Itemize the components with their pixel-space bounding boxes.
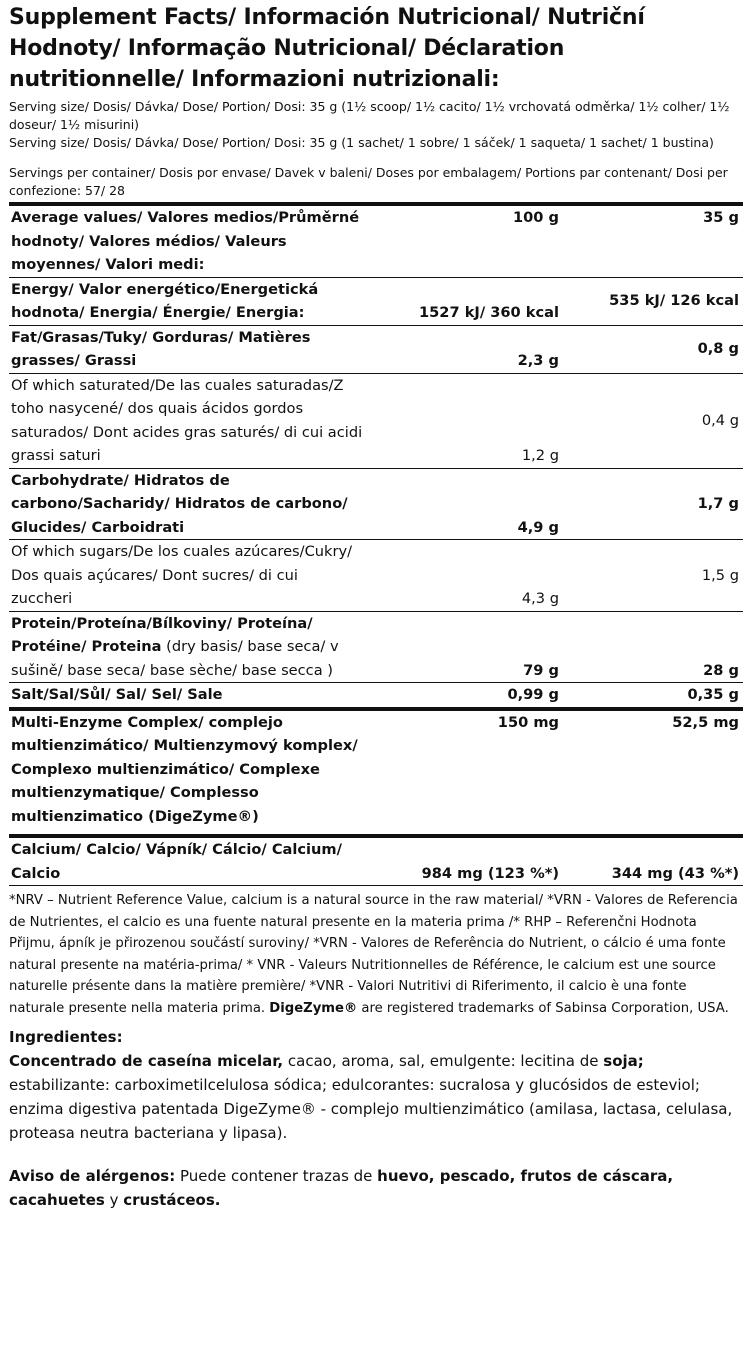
ingredient-soy: soja; xyxy=(603,1052,644,1070)
row-carbohydrate xyxy=(9,468,743,540)
trademark-name: DigeZyme® xyxy=(269,1000,358,1016)
carbohydrate-label: Carbohydrate/ Hidratos de carbono/Sacharidy/ Hidratos de carbono/ Glucides/ Carboidrati xyxy=(9,468,365,540)
fat-35g: 0,8 g xyxy=(567,325,743,373)
ingredients-title: Ingredientes: xyxy=(9,1028,123,1046)
fat-label: Fat/Grasas/Tuky/ Gorduras/ Matières grasses/ Grassi xyxy=(9,325,365,373)
row-fat xyxy=(9,325,743,373)
energy-label: Energy/ Valor energético/Energetická hodnota/ Energia/ Énergie/ Energia: xyxy=(9,277,365,325)
nutrition-table xyxy=(9,202,743,886)
saturated-35g: 0,4 g xyxy=(567,373,743,468)
footnote-text: *NRV – Nutrient Reference Value, calcium is a natural source in the raw material/ *VRN - Valores de Referencia de Nutrientes, el calcio es una fuente natural presente en la materia prima /* RHP – Referenčni Hodnota Přijmu, ápník je přirozenou součástí suroviny/ *VRN - Valores de Referência do Nutrient, o cálcio é uma fonte natural presente na matéria-prima/ * VNR - Valeurs Nutritionnelles de Référence, le calcium est une source naturelle présente dans la matière première/ *VNR - Valori Nutritivi di Riferimento, il calcio è una fonte naturale presente nella materia prima. xyxy=(9,893,738,1016)
header-35g: 35 g xyxy=(567,204,743,277)
protein-label xyxy=(9,611,365,683)
fat-100g: 2,3 g xyxy=(365,325,567,373)
allergen-list-2: crustáceos. xyxy=(123,1191,221,1209)
serving-size-sachet: Serving size/ Dosis/ Dávka/ Dose/ Portion/ Dosi: 35 g (1 sachet/ 1 sobre/ 1 sáček/ 1 saqueta/ 1 sachet/ 1 bustina) xyxy=(9,135,714,150)
calcium-100g: 984 mg (123 %*) xyxy=(365,836,567,886)
protein-35g: 28 g xyxy=(567,611,743,683)
saturated-label: Of which saturated/De las cuales saturadas/Z toho nasycené/ dos quais ácidos gordos saturados/ Dont acides gras saturés/ di cui acidi grassi saturi xyxy=(9,373,365,468)
ingredient-list-2: estabilizante: carboximetilcelulosa sódica; edulcorantes: sucralosa y glucósidos de esteviol; enzima digestiva patentada DigeZyme® - complejo multienzimático (amilasa, lactasa, celulasa, proteasa neutra bacteriana y lipasa). xyxy=(9,1076,733,1142)
protein-label-bold: Protein/Proteína/Bílkoviny/ Proteína/ Protéine/ Proteina xyxy=(11,614,313,655)
allergen-text-1: Puede contener trazas de xyxy=(175,1167,378,1185)
enzyme-35g: 52,5 mg xyxy=(567,709,743,837)
nutrition-label xyxy=(0,2,752,1351)
enzyme-label: Multi-Enzyme Complex/ complejo multienzimático/ Multienzymový komplex/ Complexo multienzimático/ Complexe multienzymatique/ Complesso multienzimatico (DigeZyme®) xyxy=(9,709,365,837)
ingredients-text xyxy=(9,1049,744,1145)
row-enzyme xyxy=(9,709,743,837)
protein-100g: 79 g xyxy=(365,611,567,683)
sugars-100g: 4,3 g xyxy=(365,540,567,612)
enzyme-100g: 150 mg xyxy=(365,709,567,837)
allergen-list-1: huevo, pescado, frutos de cáscara, cacahuetes xyxy=(9,1167,674,1209)
salt-label: Salt/Sal/Sůl/ Sal/ Sel/ Sale xyxy=(9,683,365,709)
sugars-label: Of which sugars/De los cuales azúcares/Cukry/ Dos quais açúcares/ Dont sucres/ di cui zuccheri xyxy=(9,540,365,612)
table-header-row xyxy=(9,204,743,277)
salt-35g: 0,35 g xyxy=(567,683,743,709)
energy-100g: 1527 kJ/ 360 kcal xyxy=(365,277,567,325)
row-saturated xyxy=(9,373,743,468)
nrv-footnote xyxy=(9,890,744,1019)
saturated-100g: 1,2 g xyxy=(365,373,567,468)
allergen-text-2: y xyxy=(104,1191,124,1209)
row-salt xyxy=(9,683,743,709)
salt-100g: 0,99 g xyxy=(365,683,567,709)
calcium-label: Calcium/ Calcio/ Vápník/ Cálcio/ Calcium/ Calcio xyxy=(9,836,365,886)
allergen-label: Aviso de alérgenos: xyxy=(9,1167,176,1185)
sugars-35g: 1,5 g xyxy=(567,540,743,612)
allergen-warning xyxy=(9,1164,744,1212)
carbohydrate-100g: 4,9 g xyxy=(365,468,567,540)
row-energy xyxy=(9,277,743,325)
page-title: Supplement Facts/ Información Nutricional/ Nutriční Hodnoty/ Informação Nutricional/ Déclaration nutritionnelle/ Informazioni nutrizionali: xyxy=(9,5,645,92)
row-protein xyxy=(9,611,743,683)
header-100g: 100 g xyxy=(365,204,567,277)
ingredient-list-1: cacao, aroma, sal, emulgente: lecitina de xyxy=(283,1052,604,1070)
protein-label-note: (dry basis/ base seca/ v sušině/ base seca/ base sèche/ base secca ) xyxy=(11,638,339,679)
trademark-text: are registered trademarks of Sabinsa Corporation, USA. xyxy=(357,1000,729,1016)
calcium-35g: 344 mg (43 %*) xyxy=(567,836,743,886)
carbohydrate-35g: 1,7 g xyxy=(567,468,743,540)
servings-per-container: Servings per container/ Dosis por envase/ Davek v baleni/ Doses por embalagem/ Portions par contenant/ Dosi per confezione: 57/ 28 xyxy=(9,165,728,198)
ingredient-casein: Concentrado de caseína micelar, xyxy=(9,1052,284,1070)
serving-size-scoop: Serving size/ Dosis/ Dávka/ Dose/ Portion/ Dosi: 35 g (1½ scoop/ 1½ cacito/ 1½ vrchovatá odměrka/ 1½ colher/ 1½ doseur/ 1½ misurini) xyxy=(9,99,730,132)
header-label: Average values/ Valores medios/Průměrné hodnoty/ Valores médios/ Valeurs moyennes/ Valori medi: xyxy=(9,204,365,277)
row-sugars xyxy=(9,540,743,612)
energy-35g: 535 kJ/ 126 kcal xyxy=(567,277,743,325)
row-calcium xyxy=(9,836,743,886)
